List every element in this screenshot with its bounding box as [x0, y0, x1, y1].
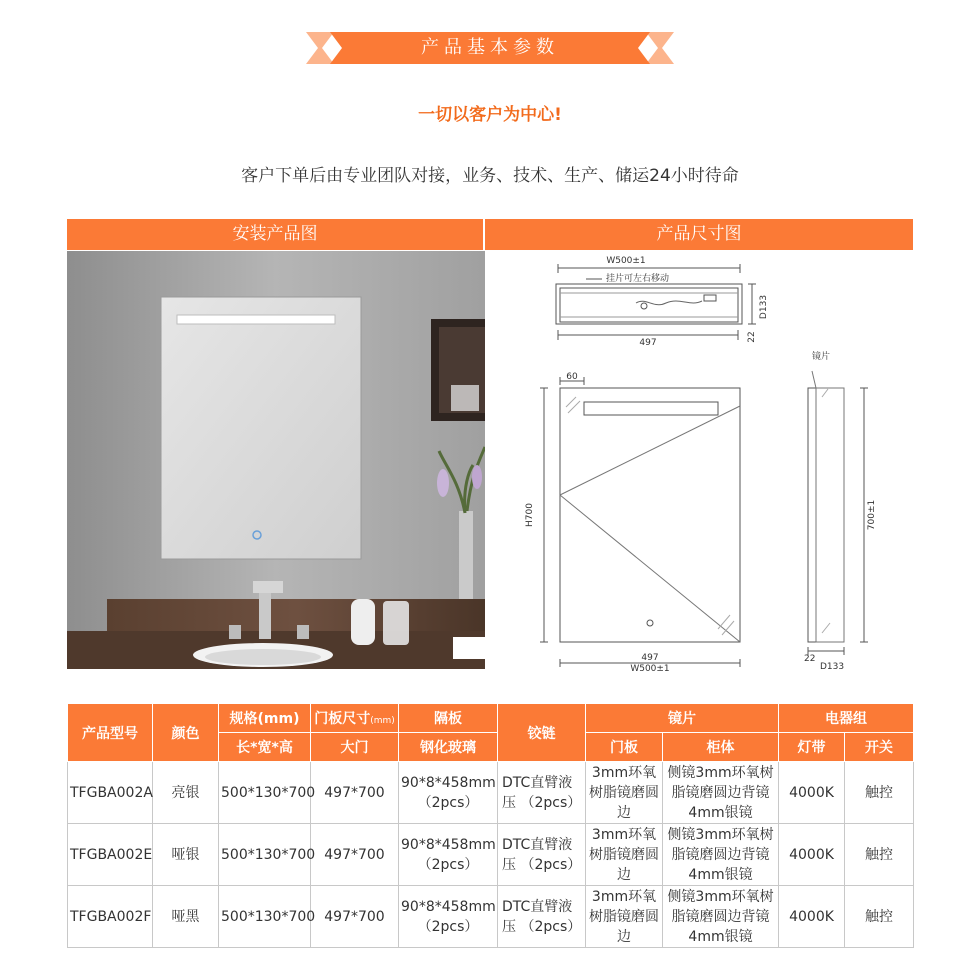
- side-small-label: 22: [804, 654, 816, 664]
- cell-mirror-cabinet: 侧镜3mm环氧树脂镜磨圆边背镜4mm银镜: [663, 824, 779, 886]
- header-door-size: [311, 704, 399, 733]
- installed-product-photo: [67, 251, 485, 669]
- page-title: 产品基本参数: [421, 37, 559, 58]
- cell-light: 4000K: [779, 886, 845, 948]
- header-shelf: 隔板: [399, 704, 498, 733]
- cell-hinge: DTC直臂液压 （2pcs）: [498, 886, 586, 948]
- install-section-header: 安装产品图: [67, 219, 483, 250]
- cell-shelf: 90*8*458mm（2pcs）: [399, 762, 498, 824]
- cell-switch: 触控: [845, 762, 914, 824]
- cell-mirror-cabinet: 侧镜3mm环氧树脂镜磨圆边背镜4mm银镜: [663, 762, 779, 824]
- cell-shelf: 90*8*458mm（2pcs）: [399, 886, 498, 948]
- cell-spec: 500*130*700: [219, 762, 311, 824]
- cell-door: 497*700: [311, 762, 399, 824]
- cell-door: 497*700: [311, 824, 399, 886]
- header-spec: 规格(mm): [219, 704, 311, 733]
- height-label: H700: [525, 503, 535, 527]
- cell-color: 哑银: [153, 824, 219, 886]
- title-ribbon: [306, 32, 674, 64]
- top-width-label: W500±1: [606, 256, 646, 266]
- mirror-label: 镜片: [812, 352, 831, 362]
- table-row: [68, 824, 914, 886]
- table-header-row-1: [68, 704, 914, 733]
- header-door-size-text: 门板尺寸: [314, 711, 371, 727]
- cell-mirror-door: 3mm环氧树脂镜磨圆边: [586, 886, 663, 948]
- cell-model: TFGBA002F: [68, 886, 153, 948]
- hanger-note: 挂片可左右移动: [606, 274, 670, 284]
- header-model: 产品型号: [68, 704, 153, 762]
- cell-hinge: DTC直臂液压 （2pcs）: [498, 762, 586, 824]
- table-row: [68, 762, 914, 824]
- cell-shelf: 90*8*458mm（2pcs）: [399, 824, 498, 886]
- header-electric: 电器组: [779, 704, 914, 733]
- cell-mirror-cabinet: 侧镜3mm环氧树脂镜磨圆边背镜4mm银镜: [663, 886, 779, 948]
- header-color: 颜色: [153, 704, 219, 762]
- cell-color: 哑黑: [153, 886, 219, 948]
- cell-light: 4000K: [779, 824, 845, 886]
- cell-mirror-door: 3mm环氧树脂镜磨圆边: [586, 824, 663, 886]
- header-hinge: 铰链: [498, 704, 586, 762]
- side-height-label: 700±1: [867, 499, 877, 531]
- header-shelf-sub: 钢化玻璃: [399, 733, 498, 762]
- header-mirror-door: 门板: [586, 733, 663, 762]
- product-spec-table: [67, 703, 914, 948]
- header-mirror-cabinet: 柜体: [663, 733, 779, 762]
- header-mirror: 镜片: [586, 704, 779, 733]
- top-small-label: 22: [747, 331, 757, 343]
- header-door-sub: 大门: [311, 733, 399, 762]
- bottom-width-label: W500±1: [630, 664, 670, 674]
- cell-switch: 触控: [845, 886, 914, 948]
- table-row: [68, 886, 914, 948]
- header-spec-sub: 长*宽*高: [219, 733, 311, 762]
- dimension-section-header: 产品尺寸图: [485, 219, 913, 250]
- offset-label: 60: [566, 372, 578, 382]
- cell-color: 亮银: [153, 762, 219, 824]
- header-switch: 开关: [845, 733, 914, 762]
- top-depth-label: D133: [759, 294, 769, 320]
- cell-switch: 触控: [845, 824, 914, 886]
- top-inner-label: 497: [639, 338, 657, 348]
- dimension-drawing: [486, 251, 913, 681]
- cell-model: TFGBA002E: [68, 824, 153, 886]
- cell-spec: 500*130*700: [219, 886, 311, 948]
- slogan: 一切以客户为中心!: [418, 105, 562, 125]
- cell-light: 4000K: [779, 762, 845, 824]
- cell-hinge: DTC直臂液压 （2pcs）: [498, 824, 586, 886]
- header-door-size-unit: (mm): [370, 716, 395, 726]
- bottom-inner-label: 497: [641, 653, 659, 663]
- service-statement: 客户下单后由专业团队对接，业务、技术、生产、储运24小时待命: [241, 166, 739, 186]
- header-light: 灯带: [779, 733, 845, 762]
- cell-mirror-door: 3mm环氧树脂镜磨圆边: [586, 762, 663, 824]
- cell-model: TFGBA002A: [68, 762, 153, 824]
- cell-door: 497*700: [311, 886, 399, 948]
- cell-spec: 500*130*700: [219, 824, 311, 886]
- side-depth-label: D133: [819, 662, 845, 672]
